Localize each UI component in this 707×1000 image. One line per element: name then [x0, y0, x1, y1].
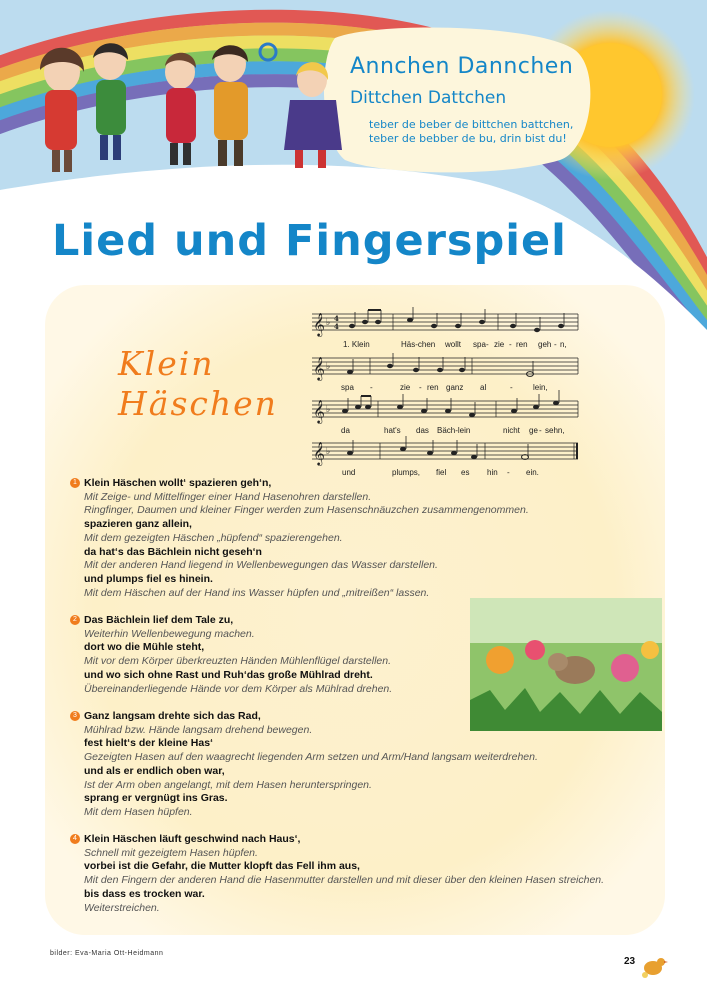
svg-text:4: 4	[334, 314, 339, 323]
action-line: Schnell mit gezeigtem Hasen hüpfen.	[84, 846, 258, 859]
lyric-syllable: hin	[487, 468, 498, 477]
song-line: dort wo die Mühle steht,	[84, 641, 205, 654]
lyric-syllable: nicht	[503, 426, 520, 435]
lyric-syllable: 1. Klein	[343, 340, 370, 349]
song-title-line-2: Häschen	[118, 384, 278, 423]
song-line: spazieren ganz allein,	[84, 518, 192, 531]
image-credit: bilder: Eva-Maria Ott-Heidmann	[50, 950, 164, 957]
action-line: Mit den Fingern der anderen Hand die Hasenmutter darstellen und mit dieser über den kleinen Hasen streichen.	[84, 874, 605, 887]
lyric-syllable: Bäch-lein	[437, 426, 471, 435]
song-line: Klein Häschen läuft geschwind nach Haus‘,	[84, 833, 301, 845]
svg-text:𝄞: 𝄞	[313, 441, 325, 465]
action-line: Weiterhin Wellenbewegung machen.	[84, 627, 255, 640]
lyric-syllable: -	[539, 426, 542, 435]
svg-text:𝄞: 𝄞	[313, 399, 325, 423]
svg-text:♭: ♭	[326, 318, 331, 328]
song-line: Ganz langsam drehte sich das Rad,	[84, 710, 261, 722]
action-line: Weiterstreichen.	[84, 901, 160, 914]
song-line: und wo sich ohne Rast und Ruh‘das große Mühlrad dreht.	[84, 668, 373, 681]
action-line: Mühlrad bzw. Hände langsam drehend bewegen.	[84, 723, 313, 736]
lyric-syllable: geh	[538, 340, 552, 349]
song-line: bis dass es trocken war.	[84, 887, 205, 900]
lyric-syllable: spa	[341, 383, 354, 392]
stanza-number: 3	[70, 711, 80, 721]
lyric-syllable: ge	[529, 426, 538, 435]
svg-text:4: 4	[334, 322, 339, 331]
svg-text:♭: ♭	[326, 405, 331, 415]
song-line: fest hielt‘s der kleine Has‘	[84, 737, 213, 750]
lyric-syllable: ren	[427, 383, 439, 392]
lyric-syllable: und	[342, 468, 356, 477]
action-line: Gezeigten Hasen auf den waagrecht liegenden Arm setzen und Arm/Hand langsam weiterdrehen.	[84, 751, 538, 764]
stanza-number: 1	[70, 478, 80, 488]
song-line: da hat‘s das Bächlein nicht geseh‘n	[84, 545, 262, 558]
song-line: sprang er vergnügt ins Gras.	[84, 792, 228, 805]
lyric-syllable: spa	[473, 340, 486, 349]
lyric-syllable: -	[419, 383, 422, 392]
lyric-syllable: da	[341, 426, 350, 435]
action-line: Mit dem gezeigten Häschen „hüpfend“ spazierengehen.	[84, 531, 343, 544]
lyric-syllable: -	[370, 383, 373, 392]
poem-line-2: teber de bebber de bu, drin bist du!	[369, 132, 567, 145]
lyric-syllable: wollt	[445, 340, 462, 349]
lyric-syllable: zie	[494, 340, 505, 349]
svg-text:𝄞: 𝄞	[313, 312, 325, 336]
lyric-syllable: ein.	[526, 468, 539, 477]
action-line: Mit Zeige- und Mittelfinger einer Hand Hasenohren darstellen.	[84, 490, 372, 503]
action-line: Übereinanderliegende Hände vor dem Körper als Mühlrad drehen.	[84, 682, 393, 695]
lyric-syllable: -	[507, 468, 510, 477]
stanza-number: 4	[70, 834, 80, 844]
lyric-syllable: n,	[560, 340, 567, 349]
song-line: und als er endlich oben war,	[84, 764, 225, 777]
action-line: Ist der Arm oben angelangt, mit dem Hasen herunterspringen.	[84, 778, 372, 791]
poem-title: Annchen Dannchen	[350, 54, 574, 79]
poem-line-1: teber de beber de bittchen battchen,	[369, 118, 574, 131]
stanza-number: 2	[70, 615, 80, 625]
action-line: Mit der anderen Hand liegend in Wellenbewegungen das Wasser darstellen.	[84, 559, 438, 572]
page-heading: Lied und Fingerspiel	[52, 216, 567, 266]
stanza-1	[73, 477, 644, 600]
lyric-syllable: -	[486, 340, 489, 349]
stanza-4	[73, 833, 644, 915]
action-line: Mit dem Häschen auf der Hand ins Wasser hüpfen und „mitreißen“ lassen.	[84, 586, 430, 599]
poem-subtitle: Dittchen Dattchen	[350, 88, 507, 108]
lyric-syllable: hat's	[384, 426, 401, 435]
lyric-syllable: fiel	[436, 468, 447, 477]
lyric-syllable: lein,	[533, 383, 548, 392]
lyric-syllable: es	[461, 468, 470, 477]
song-line: vorbei ist die Gefahr, die Mutter klopft das Fell ihm aus,	[84, 860, 360, 873]
lyric-syllable: das	[416, 426, 429, 435]
stanza-3	[73, 710, 644, 820]
lyric-syllable: plumps,	[392, 468, 421, 477]
action-line: Ringfinger, Daumen und kleiner Finger werden zum Hasenschnäuzchen zusammengenommen.	[84, 504, 529, 517]
action-line: Mit dem Hasen hüpfen.	[84, 805, 193, 818]
svg-text:♭: ♭	[326, 447, 331, 457]
song-line: Das Bächlein lief dem Tale zu,	[84, 614, 234, 626]
lyric-syllable: Häs-chen	[401, 340, 436, 349]
stanza-2	[73, 614, 644, 696]
lyric-syllable: ganz	[446, 383, 464, 392]
svg-text:𝄞: 𝄞	[313, 356, 325, 380]
lyric-syllable: -	[509, 340, 512, 349]
page-number: 23	[624, 956, 636, 967]
lyric-syllable: sehn,	[545, 426, 565, 435]
svg-text:♭: ♭	[326, 362, 331, 372]
song-line: und plumps fiel es hinein.	[84, 572, 213, 585]
lyric-syllable: al	[480, 383, 487, 392]
lyric-syllable: -	[510, 383, 513, 392]
action-line: Mit vor dem Körper überkreuzten Händen Mühlenflügel darstellen.	[84, 655, 391, 668]
lyric-syllable: zie	[400, 383, 411, 392]
song-title-line-1: Klein	[118, 344, 215, 383]
lyric-syllable: -	[554, 340, 557, 349]
song-line: Klein Häschen wollt‘ spazieren geh‘n,	[84, 477, 272, 489]
lyric-syllable: ren	[516, 340, 528, 349]
